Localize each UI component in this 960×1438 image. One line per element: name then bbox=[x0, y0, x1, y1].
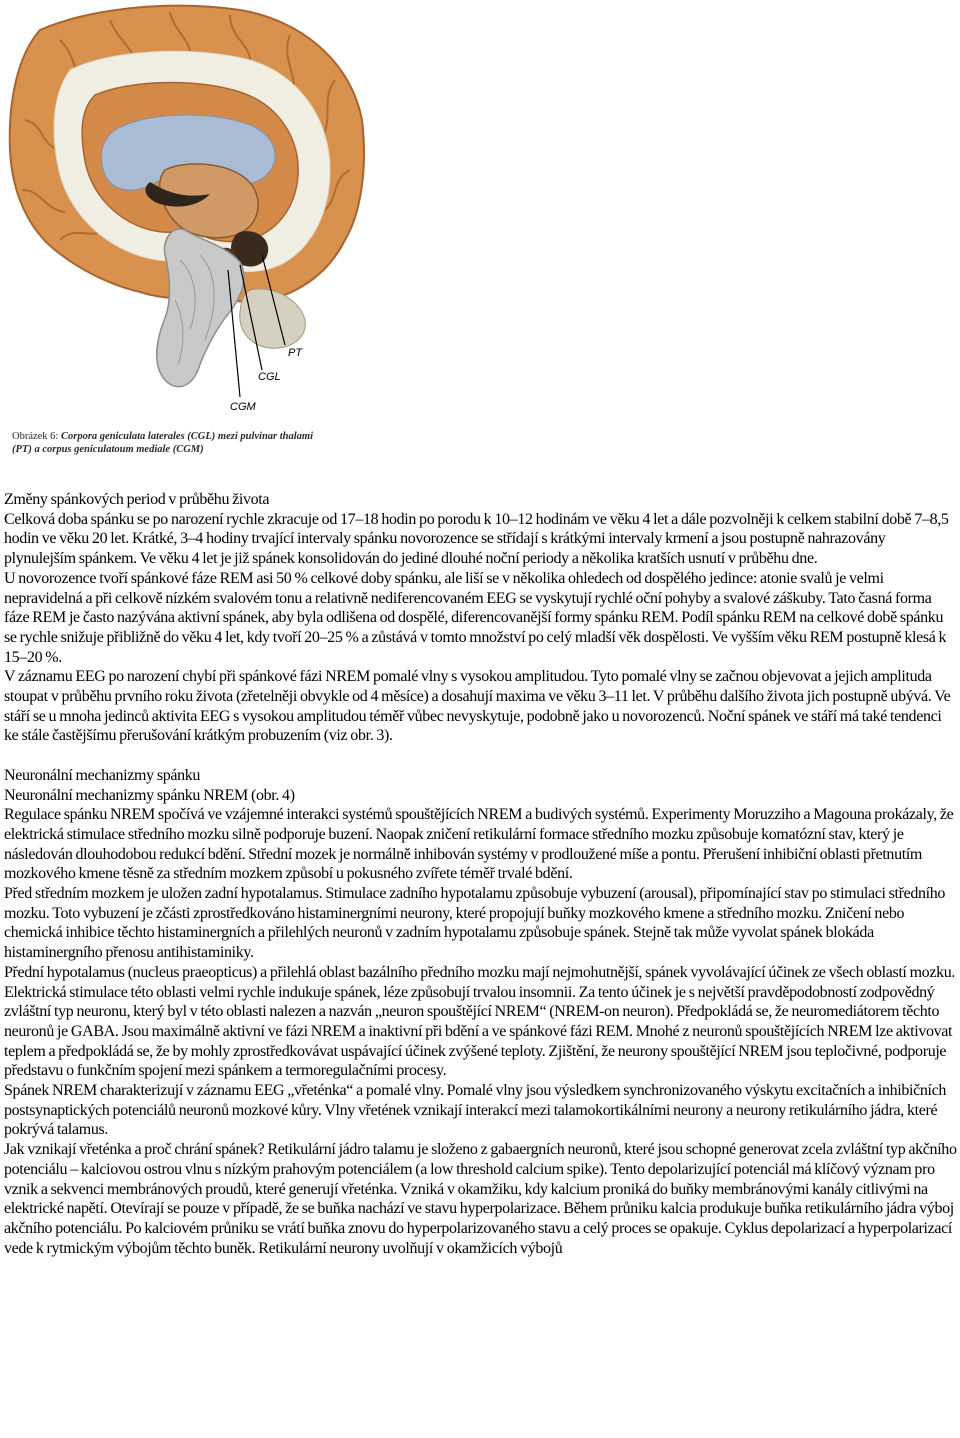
spacer bbox=[4, 746, 958, 766]
label-cgl: CGL bbox=[258, 371, 281, 383]
paragraph: V záznamu EEG po narození chybí při spánkové fázi NREM pomalé vlny s vysokou amplitudou. Tyto pomalé vlny se začnou objevovat a jejich amplituda stoupat v průběhu prvního roku života (zřetelněji obvykle od 4 měsíce) a dosahují maxima ve věku 3–11 let. V průběhu dalšího života jich postupně ubývá. Ve stáří se u mnoha jedinců aktivita EEG s vysokou amplitudou téměř vůbec nevyskytuje, podobně jako u novorozenců. Noční spánek ve stáří má také tendenci ke stále častějšímu přerušování krátkým probuzením (viz obr. 3). bbox=[4, 668, 951, 745]
paragraph: Před středním mozkem je uložen zadní hypotalamus. Stimulace zadního hypotalamu způsobuje vybuzení (arousal), připomínající stav po stimulaci středního mozku. Toto vybuzení je zčásti zprostředkováno histaminergními neurony, které propojují buňky mozkového kmene a středního mozku. Zničení nebo chemická inhibice těchto histaminergních a přilehlých neuronů v zadním hypotalamu způsobuje spánek. Stejně tak může vyvolat spánek blokáda histaminergního přenosu antihistaminiky. bbox=[4, 885, 946, 962]
section-heading: Neuronální mechanizmy spánku bbox=[4, 766, 201, 784]
section-heading: Změny spánkových period v průběhu života bbox=[4, 491, 270, 508]
document-body bbox=[4, 490, 958, 1258]
paragraph: Jak vznikají vřeténka a proč chrání spánek? Retikulární jádro talamu je složeno z gabaergních neuronů, které jsou schopné generovat zcela zvláštní typ akčního potenciálu – kalciovou ostrou vlnu s nízkým prahovým potenciálem (a low threshold calcium spike). Tento depolarizující potenciál má klíčový význam pro vznik a sekvenci membránových proudů, které generují vřeténka. Vzniká v okamžiku, kdy kalcium proniká do buňky membránovými kanály citlivými na elektrické napětí. Otevírají se pouze v případě, že se buňka nachází ve stavu hyperpolarizace. Během průniku kalcia produkuje buňka retikulárního jádra výboj akčního potenciálu. Po kalciovém průniku se vrátí buňka znovu do hyperpolarizovaného stavu a celý proces se opakuje. Cyklus depolarizací a hyperpolarizací vede k rytmickým výbojům těchto buněk. Retikulární neurony uvolňují v okamžicích výbojů bbox=[4, 1141, 957, 1257]
brain-figure bbox=[0, 0, 370, 470]
paragraph: Regulace spánku NREM spočívá ve vzájemné interakci systémů spouštějících NREM a budivých systémů. Experimenty Moruzziho a Magouna prokázaly, že elektrická stimulace středního mozku silně podporuje buzení. Naopak zničení retikulární formace středního mozku způsobuje komatózní stav, který je následován dlouhodobou redukcí bdění. Střední mozek je normálně inhibován systémy v prodloužené míše a pontu. Přerušení inhibiční oblasti přetnutím mozkového kmene těsně za středním mozkem způsobí u pokusného zvířete téměř trvalé bdění. bbox=[4, 806, 954, 883]
section-subheading: Neuronální mechanizmy spánku NREM (obr. 4) bbox=[4, 786, 295, 804]
caption-title-line2: (PT) a corpus geniculatoum mediale (CGM) bbox=[12, 444, 204, 455]
paragraph: Přední hypotalamus (nucleus praeopticus) a přilehlá oblast bazálního předního mozku mají nejmohutnější, spánek vyvolávající účinek ze všech oblastí mozku. Elektrická stimulace této oblasti velmi rychle indukuje spánek, léze způsobují trvalou insomnii. Za tento účinek je s největší pravděpodobností zodpovědný zvláštní typ neuronu, který byl v této oblasti nalezen a nazván „neuron spouštějící NREM“ (NREM-on neuron). Předpokládá se, že neuromediátorem těchto neuronů je GABA. Jsou maximálně aktivní ve fázi NREM a inaktivní při bdění a ve spánkové fázi REM. Mnohé z neuronů spouštějících NREM lze aktivovat teplem a předpokládá se, že by mohly zprostředkovávat uspávající účinek zvýšené teploty. Zjištění, že neurony spouštějící NREM jsou tepločivné, podporuje představu o funkčním spojení mezi spánkem a termoregulačními procesy. bbox=[4, 963, 956, 1080]
paragraph: Celková doba spánku se po narození rychle zkracuje od 17–18 hodin po porodu k 10–12 hodinám ve věku 4 let a dále pozvolněji k celkem stabilní době 7–8,5 hodin ve věku 20 let. Krátké, 3–4 hodiny trvající intervaly spánku novorozence se střídají s krátkými intervaly krmení a jsou postupně nahrazovány plynulejším spánkem. Ve věku 4 let je již spánek konsolidován do jediné dlouhé noční periody a několika kratších usnutí v průběhu dne. bbox=[4, 510, 949, 568]
caption-label: Obrázek 6: bbox=[12, 431, 59, 442]
label-pt: PT bbox=[288, 347, 303, 359]
paragraph: Spánek NREM charakterizují v záznamu EEG „vřeténka“ a pomalé vlny. Pomalé vlny jsou výsledkem synchronizovaného výskytu excitačních a inhibičních postsynaptických potenciálů neuronů mozkové kůry. Vlny vřetének vznikají interakcí mezi talamokortikálními neurony a neurony retikulárního jádra, které pokrývá talamus. bbox=[4, 1082, 946, 1139]
caption-title: Corpora geniculata laterales (CGL) mezi pulvinar thalami bbox=[60, 431, 313, 442]
paragraph: U novorozence tvoří spánkové fáze REM asi 50 % celkové doby spánku, ale liší se v několika ohledech od dospělého jedince: atonie svalů je velmi nepravidelná a při celkově nízkém svalovém tonu a relativně nediferencovaném EEG se vyskytují rychlé oční pohyby a svalové záškuby. Tato časná forma fáze REM je často nazývána aktivní spánek, aby byla odlišena od dospělé, diferencovanější formy spánku REM. Podíl spánku REM na celkové době spánku se rychle snižuje přibližně do věku 4 let, kdy tvoří 20–25 % a zůstává v tomto množství po celý mladší věk dospělosti. Ve vyšším věku REM postupně klesá k 15–20 %. bbox=[4, 569, 947, 666]
figure-caption bbox=[12, 430, 372, 456]
brain-illustration bbox=[0, 0, 370, 425]
label-cgm: CGM bbox=[230, 401, 256, 413]
